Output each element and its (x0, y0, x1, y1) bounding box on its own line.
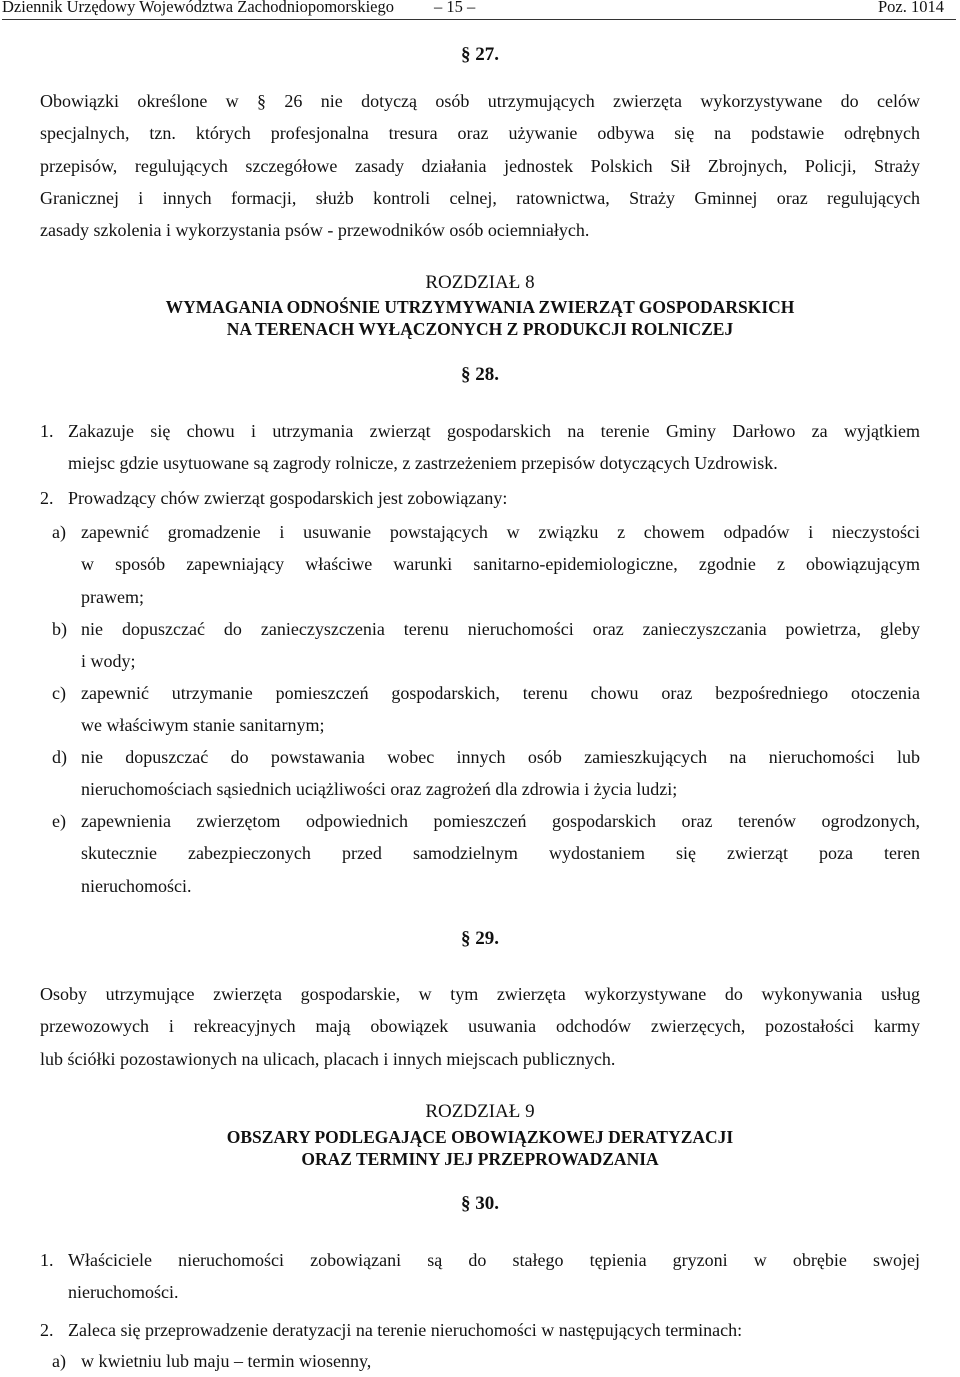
text-line: Zakazuje się chowu i utrzymania zwierząt gospodarskich na terenie Gminy Darłowo za wyjątkiem (68, 421, 920, 441)
journal-title: Dziennik Urzędowy Województwa Zachodniopomorskiego (2, 0, 394, 16)
subitem-text (81, 613, 920, 678)
section-29-heading: § 29. (461, 928, 499, 949)
item-text: Prowadzący chów zwierząt gospodarskich jest zobowiązany: (68, 488, 508, 508)
position-number: Poz. 1014 (878, 0, 944, 16)
section-28-heading: § 28. (461, 364, 499, 385)
chapter-8-label: ROZDZIAŁ 8 (425, 272, 535, 293)
item-text: Zaleca się przeprowadzenie deratyzacji na terenie nieruchomości w następujących terminach: (68, 1320, 743, 1340)
item-text (68, 415, 920, 480)
text-line: zapewnić utrzymanie pomieszczeń gospodarskich, terenu chowu oraz bezpośredniego otoczenia (81, 683, 920, 703)
text-line: nie dopuszczać do powstawania wobec innych osób zamieszkujących na nieruchomości lub (81, 747, 920, 767)
text-line: nieruchomości. (81, 875, 192, 896)
text-line: Obowiązki określone w § 26 nie dotyczą osób utrzymujących zwierzęta wykorzystywane do celów (40, 91, 920, 111)
text-line: Granicznej i innych formacji, służb kontroli celnej, ratownictwa, Straży Gminnej oraz regulujących (40, 187, 920, 208)
text-line: miejsc gdzie usytuowane są zagrody rolnicze, z zastrzeżeniem przepisów dotyczących Uzdrowisk. (68, 453, 778, 474)
subitem-letter: a) (52, 522, 66, 542)
chapter-8-title-line2: NA TERENACH WYŁĄCZONYCH Z PRODUKCJI ROLNICZEJ (226, 319, 734, 339)
item-number: 1. (40, 421, 54, 441)
text-line: specjalnych, tzn. których profesjonalna tresura oraz używanie odbywa się na podstawie odrębnych (40, 123, 920, 144)
text-line: zapewnić gromadzenie i usuwanie powstających w związku z chowem odpadów i nieczystości (81, 522, 920, 542)
text-line: lub ściółki pozostawionych na ulicach, placach i innych miejscach publicznych. (40, 1048, 616, 1069)
subitem-text (81, 805, 920, 902)
text-line: zapewnienia zwierzętom odpowiednich pomieszczeń gospodarskich oraz terenów ogrodzonych, (81, 811, 920, 831)
text-line: nie dopuszczać do zanieczyszczenia terenu nieruchomości oraz zanieczyszczania powietrza, gleby (81, 619, 920, 639)
subitem-letter: b) (52, 619, 67, 639)
item-text (68, 1244, 920, 1309)
header-divider (2, 19, 956, 20)
subitem-letter: c) (52, 683, 66, 703)
item-number: 2. (40, 488, 54, 508)
subitem-letter: d) (52, 747, 67, 767)
subitem-text (81, 516, 920, 613)
page-header (0, 0, 960, 20)
text-line: Właściciele nieruchomości zobowiązani są do stałego tępienia gryzoni w obrębie swojej (68, 1250, 920, 1270)
chapter-9-title-line2: ORAZ TERMINY JEJ PRZEPROWADZANIA (301, 1149, 659, 1169)
text-line: przewozowych i rekreacyjnych mają obowiązek usuwania odchodów zwierzęcych, pozostałości karmy (40, 1016, 920, 1037)
text-line: we właściwym stanie sanitarnym; (81, 715, 325, 736)
text-line: zasady szkolenia i wykorzystania psów - przewodników osób ociemniałych. (40, 220, 590, 241)
text-line: w sposób zapewniający właściwe warunki sanitarno-epidemiologiczne, zgodnie z obowiązującym (81, 554, 920, 575)
text-line: i wody; (81, 651, 136, 672)
subitem-text: w kwietniu lub maju – termin wiosenny, (81, 1351, 372, 1371)
section-27-text (40, 85, 920, 246)
subitem-text (81, 677, 920, 742)
text-line: nieruchomości. (68, 1282, 179, 1303)
subitem-letter: e) (52, 811, 66, 831)
text-line: prawem; (81, 586, 144, 607)
text-line: nieruchomościach sąsiednich uciążliwości oraz zagrożeń dla zdrowia i życia ludzi; (81, 779, 678, 800)
section-30-heading: § 30. (461, 1193, 499, 1214)
text-line: przepisów, regulujących szczegółowe zasady działania jednostek Polskich Sił Zbrojnych, Policji, Straży (40, 155, 920, 176)
section-27-heading: § 27. (461, 44, 499, 65)
subitem-text (81, 741, 920, 806)
page-number: – 15 – (434, 0, 476, 16)
item-number: 2. (40, 1320, 54, 1340)
text-line: Osoby utrzymujące zwierzęta gospodarskie, w tym zwierzęta wykorzystywane do wykonywania usług (40, 984, 920, 1004)
subitem-letter: a) (52, 1351, 66, 1371)
chapter-8-title-line1: WYMAGANIA ODNOŚNIE UTRZYMYWANIA ZWIERZĄT GOSPODARSKICH (165, 297, 795, 317)
item-number: 1. (40, 1250, 54, 1270)
section-29-text (40, 978, 920, 1075)
chapter-9-label: ROZDZIAŁ 9 (425, 1101, 535, 1122)
chapter-9-title-line1: OBSZARY PODLEGAJĄCE OBOWIĄZKOWEJ DERATYZACJI (226, 1127, 734, 1147)
text-line: skutecznie zabezpieczonych przed samodzielnym wydostaniem się zwierząt poza teren (81, 843, 920, 864)
